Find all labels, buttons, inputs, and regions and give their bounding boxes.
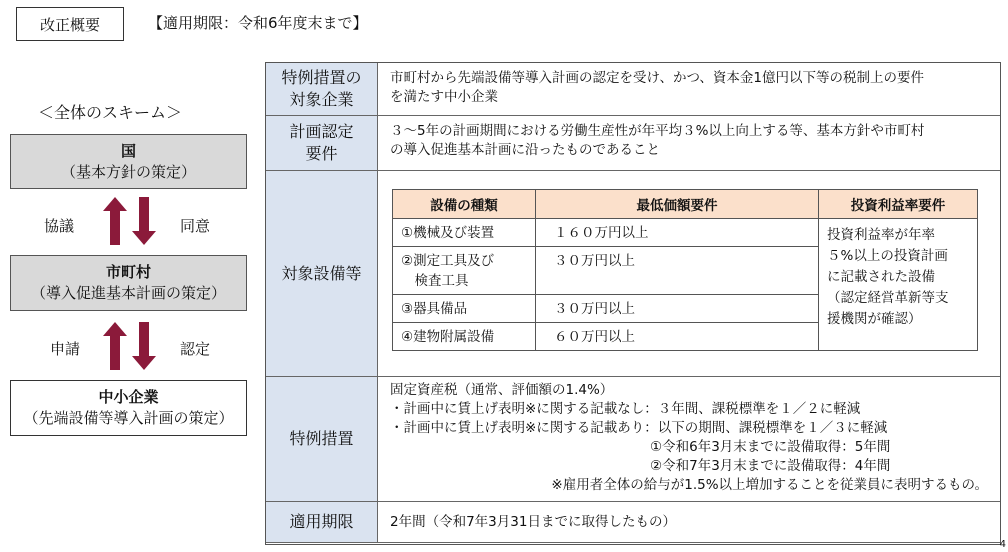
agree-label: 同意: [180, 217, 211, 235]
column-header: 最低価額要件: [536, 190, 819, 219]
certify-label: 認定: [180, 340, 211, 358]
double-arrow-icon: [103, 322, 163, 370]
column-header: 投資利益率要件: [819, 190, 978, 219]
row-header: 計画認定 要件: [266, 116, 378, 170]
column-header: 設備の種類: [393, 190, 536, 219]
scheme-title: ＜全体のスキーム＞: [38, 103, 183, 122]
row-header: 対象設備等: [266, 171, 378, 376]
measure-line: ・計画中に賃上げ表明※に関する記載あり：以下の期間、課税標準を１／３に軽減: [390, 420, 888, 436]
applicable-period: 【適用期限：令和6年度末まで】: [148, 14, 368, 32]
country-name: 国: [120, 141, 136, 160]
equipment-min-price: ３０万円以上: [536, 247, 819, 295]
sme-box: [10, 380, 247, 436]
double-arrow-icon: [103, 197, 163, 245]
equipment-type: ③器具備品: [393, 295, 536, 323]
equipment-min-price: １６０万円以上: [536, 219, 819, 247]
revision-summary-tag: 改正概要: [16, 7, 124, 41]
country-box: [10, 134, 247, 189]
equipment-min-price: ３０万円以上: [536, 295, 819, 323]
equipment-type: ①機械及び装置: [393, 219, 536, 247]
row-text: 市町村から先端設備等導入計画の認定を受け、かつ、資本金1億円以下等の税制上の要件 を満たす中小企業: [390, 70, 925, 105]
apply-label: 申請: [50, 340, 81, 358]
sme-name: 中小企業: [98, 388, 159, 406]
municipality-desc: （導入促進基本計画の策定）: [30, 284, 226, 302]
row-header: 特例措置の 対象企業: [266, 63, 378, 115]
measure-line: ②令和7年3月末までに設備取得：4年間: [650, 458, 891, 474]
equipment-type: ④建物附属設備: [393, 323, 536, 351]
measures-table: [265, 62, 1001, 545]
page-number: 4: [999, 539, 1006, 550]
row-header: 適用期限: [266, 502, 378, 542]
country-desc: （基本方針の策定）: [60, 162, 196, 181]
consult-label: 協議: [44, 217, 75, 235]
roi-requirement: 投資利益率が年率 ５%以上の投資計画 に記載された設備 （認定経営革新等支 援機関が確認）: [819, 219, 978, 351]
measure-note: ※雇用者全体の給与が1.5%以上増加することを従業員に表明するもの。: [551, 477, 988, 493]
special-measures-text: [378, 377, 1000, 501]
row-text: ３～5年の計画期間における労働生産性が年平均３%以上向上する等、基本方針や市町村 の導入促進基本計画に沿ったものであること: [390, 123, 925, 158]
equipment-type: ②測定工具及び 検査工具: [393, 247, 536, 295]
sme-desc: （先端設備等導入計画の策定）: [23, 409, 234, 427]
row-header: 特例措置: [266, 377, 378, 501]
equipment-min-price: ６０万円以上: [536, 323, 819, 351]
table-row: [266, 377, 1000, 502]
measure-line: 固定資産税（通常、評価額の1.4%）: [390, 382, 614, 398]
measure-line: ①令和6年3月末までに設備取得：5年間: [650, 439, 891, 455]
municipality-name: 市町村: [105, 263, 151, 281]
table-row: [266, 116, 1000, 171]
table-row: [266, 502, 1000, 543]
table-row: [266, 63, 1000, 116]
measure-line: ・計画中に賃上げ表明※に関する記載なし：３年間、課税標準を１／２に軽減: [390, 401, 861, 417]
municipality-box: [10, 255, 247, 311]
row-text: 2年間（令和7年3月31日までに取得したもの）: [390, 514, 676, 530]
equipment-table: [392, 189, 978, 351]
